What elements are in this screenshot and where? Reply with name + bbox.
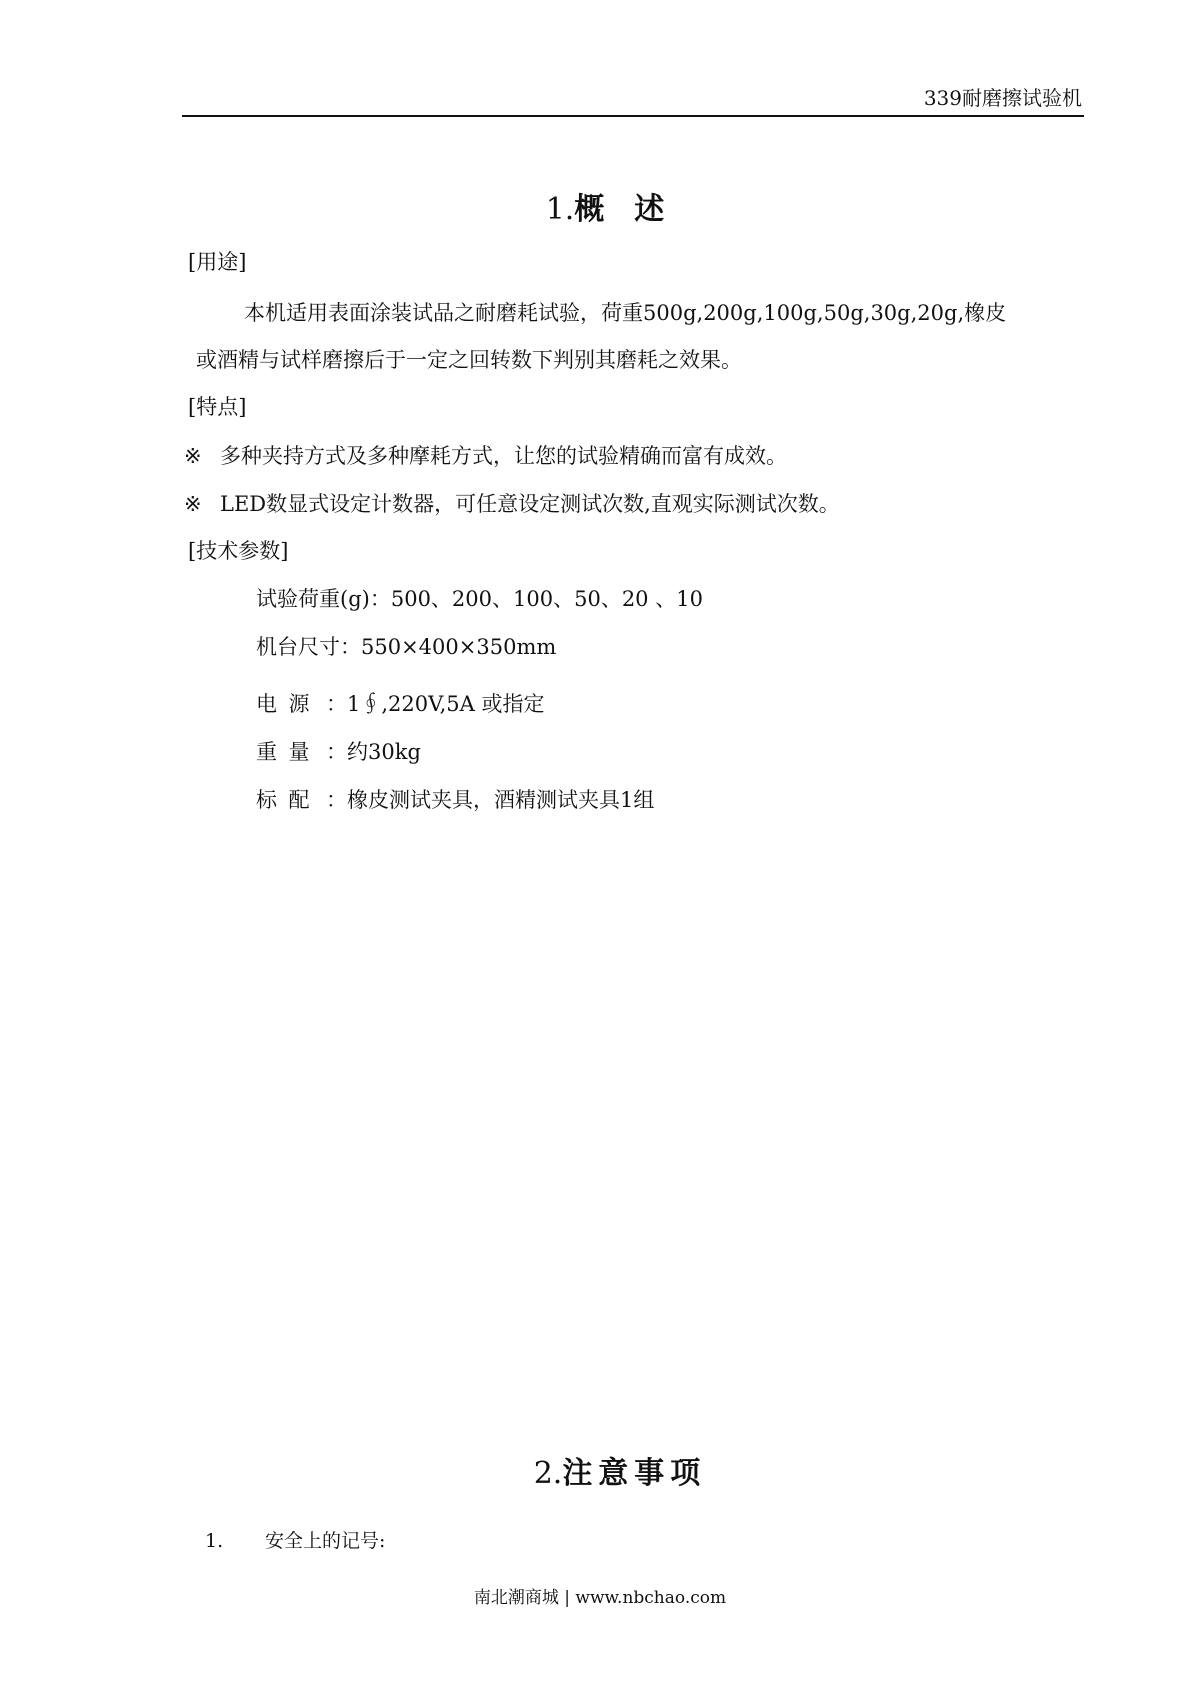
spec-row (256, 586, 703, 612)
feature-text: LED数显式设定计数器，可任意设定测试次数,直观实际测试次数。 (220, 492, 840, 516)
spec-row (256, 634, 556, 660)
feature-mark: ※ (184, 444, 202, 468)
usage-text-line-1: 本机适用表面涂装试品之耐磨耗试验，荷重500g,200g,100g,50g,30g,20g,橡皮 (244, 301, 1007, 325)
section-2-heading: 注意事项 (562, 1456, 707, 1491)
note-text: 安全上的记号: (265, 1530, 386, 1552)
note-item (205, 1529, 385, 1553)
spec-value: ：1∮,220V,5A 或指定 (326, 692, 545, 716)
header-rule (182, 115, 1084, 117)
section-2-number: 2. (533, 1456, 563, 1491)
usage-text-line-2: 或酒精与试样磨擦后于一定之回转数下判别其磨耗之效果。 (196, 348, 742, 372)
spec-row (256, 691, 545, 717)
spec-value: ：橡皮测试夹具，酒精测试夹具1组 (326, 788, 655, 812)
specs-label: [技术参数] (188, 539, 289, 563)
spec-label: 标配 (256, 788, 322, 812)
spec-value: ：550×400×350mm (340, 635, 557, 659)
spec-value: ：约30kg (326, 740, 421, 764)
features-label: [特点] (188, 395, 247, 419)
feature-text: 多种夹持方式及多种摩耗方式，让您的试验精确而富有成效。 (220, 444, 787, 468)
feature-item (184, 443, 787, 469)
spec-label: 试验荷重(g) (256, 587, 370, 611)
section-1-title (20, 192, 1200, 228)
section-1-number: 1. (545, 192, 575, 227)
spec-row (256, 787, 654, 813)
spec-label: 机台尺寸 (256, 635, 340, 659)
usage-label: [用途] (188, 250, 247, 274)
section-2-title (20, 1456, 1200, 1492)
note-number: 1. (205, 1530, 224, 1552)
section-1-heading: 概述 (574, 192, 695, 227)
footer-text: 南北潮商城 | www.nbchao.com (473, 1588, 727, 1608)
feature-item (184, 491, 840, 517)
spec-label: 电源 (256, 692, 322, 716)
spec-value: ：500、200、100、50、20 、10 (369, 587, 703, 611)
spec-row (256, 739, 421, 765)
header-title: 339耐磨擦试验机 (923, 86, 1082, 110)
feature-mark: ※ (184, 492, 202, 516)
spec-label: 重量 (256, 740, 322, 764)
